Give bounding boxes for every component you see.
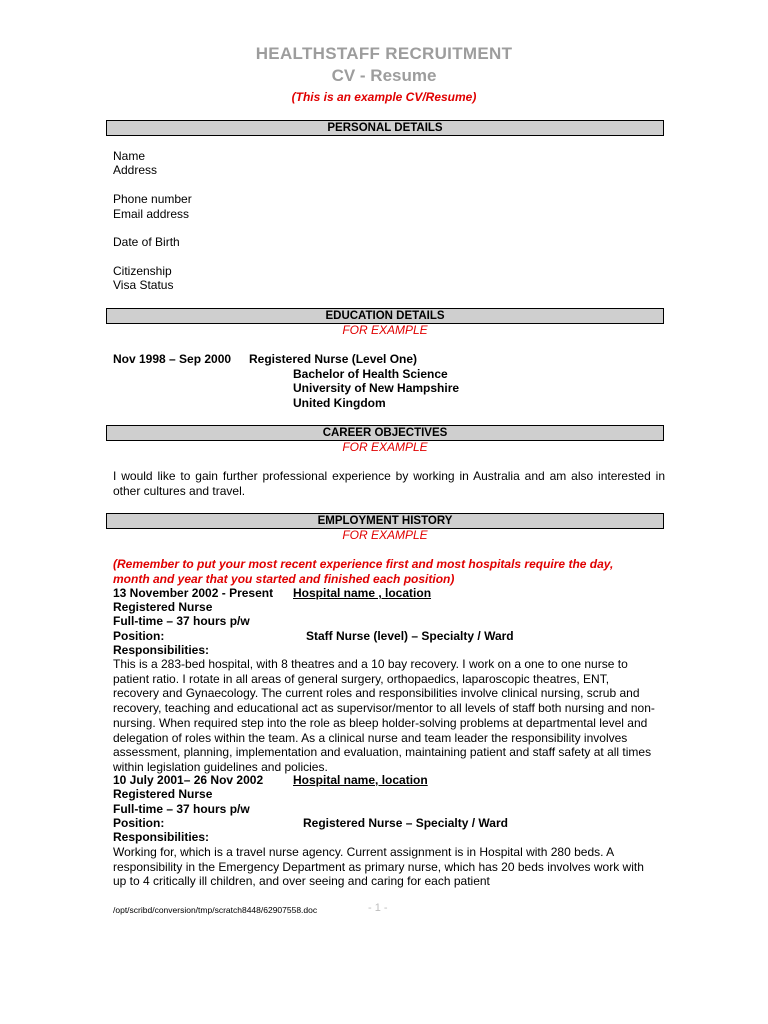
reminder-note: (Remember to put your most recent experience first and most hospitals require the day, month and year that you started and finished each position) [113, 557, 614, 586]
example-note: (This is an example CV/Resume) [291, 90, 477, 104]
page-number: - 1 - [368, 902, 388, 914]
section-bar-education: EDUCATION DETAILS [106, 308, 664, 324]
field-name: Name [113, 149, 146, 163]
for-example-label: FOR EXAMPLE [342, 323, 428, 337]
document-title: HEALTHSTAFF RECRUITMENT [255, 44, 513, 63]
job-title: Registered Nurse [113, 600, 213, 614]
field-phone: Phone number [113, 192, 192, 206]
section-bar-employment-history: EMPLOYMENT HISTORY [106, 513, 664, 529]
education-line: Registered Nurse (Level One) [249, 352, 418, 366]
job-dates: 10 July 2001– 26 Nov 2002 [113, 773, 264, 787]
section-bar-career-objectives: CAREER OBJECTIVES [106, 425, 664, 441]
education-dates: Nov 1998 – Sep 2000 [113, 352, 232, 366]
job-position-label: Position: [113, 816, 165, 830]
for-example-label: FOR EXAMPLE [342, 440, 428, 454]
education-line: Bachelor of Health Science [293, 367, 448, 381]
document-subtitle: CV - Resume [331, 66, 437, 85]
education-line: University of New Hampshire [293, 381, 460, 395]
field-visa: Visa Status [113, 278, 174, 292]
footer-file-path: /opt/scribd/conversion/tmp/scratch8448/62907558.doc [113, 905, 318, 915]
job-position: Staff Nurse (level) – Specialty / Ward [306, 629, 514, 643]
job-position-label: Position: [113, 629, 165, 643]
job-hospital: Hospital name, location [293, 773, 428, 787]
job-responsibilities-label: Responsibilities: [113, 643, 210, 657]
job-responsibilities-text: This is a 283-bed hospital, with 8 theatres and a 10 bay recovery. I work on a one to one nurse to patient ratio. I rotate in all areas of general surgery, orthopaedics, laparoscopic theatres, ENT, recovery and Gynaecology. The current roles and responsibilities involve clinical nursing, scrub and recovery, teaching and educational act as supervisor/mentor to all levels of staff both nursing and non-nursing. When required step into the role as bleep holder-solving problems at departmental level and delegation of roles within the team. As a clinical nurse and team leader the responsibility involves assessment, planning, implementation and evaluation, maintaining patient and staff safety at all times within legislation guidelines and policies. [113, 657, 655, 774]
job-responsibilities-text: Working for, which is a travel nurse agency. Current assignment is in Hospital with 280 beds. A responsibility in the Emergency Department as primary nurse, which has 20 beds involves work with up to 4 critically ill children, and over seeing and caring for each patient [113, 845, 644, 889]
education-line: United Kingdom [293, 396, 386, 410]
job-hours: Full-time – 37 hours p/w [113, 614, 250, 628]
field-address: Address [113, 163, 158, 177]
job-responsibilities-label: Responsibilities: [113, 830, 210, 844]
field-citizenship: Citizenship [113, 264, 172, 278]
job-hours: Full-time – 37 hours p/w [113, 802, 250, 816]
field-email: Email address [113, 207, 190, 221]
job-title: Registered Nurse [113, 787, 213, 801]
job-dates: 13 November 2002 - Present [113, 586, 274, 600]
for-example-label: FOR EXAMPLE [342, 528, 428, 542]
job-position: Registered Nurse – Specialty / Ward [303, 816, 508, 830]
field-dob: Date of Birth [113, 235, 180, 249]
career-objective-text: I would like to gain further professional experience by working in Australia and am also interested in other cultures and travel. [113, 469, 665, 498]
job-hospital: Hospital name , location [293, 586, 432, 600]
section-bar-personal-details: PERSONAL DETAILS [106, 120, 664, 136]
